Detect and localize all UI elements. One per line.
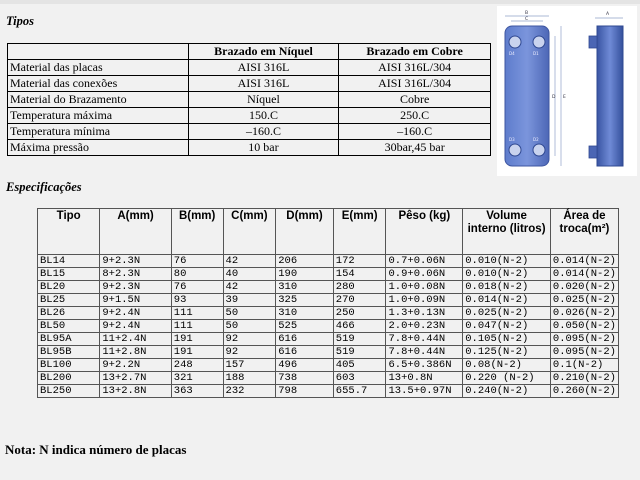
spec-cell: 0.240(N-2)	[463, 385, 551, 398]
spec-cell: 13+2.8N	[100, 385, 171, 398]
spec-cell: 40	[223, 268, 276, 281]
tipos-row-label: Material do Brazamento	[8, 92, 189, 108]
tipos-cell: AISI 316L	[188, 76, 339, 92]
spec-cell: 92	[223, 346, 276, 359]
spec-cell: 310	[276, 281, 334, 294]
spec-cell: 13+2.7N	[100, 372, 171, 385]
spec-row	[38, 385, 619, 398]
spec-cell: 1.0+0.08N	[386, 281, 463, 294]
spec-cell: 603	[333, 372, 386, 385]
tipos-cell: 250.C	[339, 108, 491, 124]
tipos-row	[8, 76, 491, 92]
especificacoes-heading: Especificações	[6, 180, 82, 194]
spec-col-header: Volume interno (litros)	[463, 209, 551, 255]
spec-row	[38, 346, 619, 359]
spec-cell: 0.020(N-2)	[550, 281, 618, 294]
spec-cell: 0.050(N-2)	[550, 320, 618, 333]
spec-cell: 206	[276, 255, 334, 268]
tipos-row-label: Material das placas	[8, 60, 189, 76]
spec-cell: 232	[223, 385, 276, 398]
dim-label: E	[563, 95, 566, 100]
spec-cell: 191	[171, 346, 223, 359]
nota-text: Nota: N indica número de placas	[5, 442, 187, 457]
spec-cell: 0.025(N-2)	[550, 294, 618, 307]
tipos-cell: Cobre	[339, 92, 491, 108]
tipos-row	[8, 92, 491, 108]
spec-cell: 11+2.8N	[100, 346, 171, 359]
tipos-cell: 150.C	[188, 108, 339, 124]
tipos-header-row	[8, 44, 491, 60]
spec-cell: 9+1.5N	[100, 294, 171, 307]
spec-cell: 93	[171, 294, 223, 307]
spec-cell: 0.010(N-2)	[463, 255, 551, 268]
spec-row	[38, 320, 619, 333]
spec-row	[38, 307, 619, 320]
spec-cell: 280	[333, 281, 386, 294]
spec-cell: 8+2.3N	[100, 268, 171, 281]
tipos-cell: –160.C	[339, 124, 491, 140]
spec-row	[38, 255, 619, 268]
tipos-table	[7, 43, 491, 156]
tipos-row-label: Temperatura máxima	[8, 108, 189, 124]
tipos-row	[8, 60, 491, 76]
tipos-cell: AISI 316L/304	[339, 60, 491, 76]
spec-cell: 42	[223, 281, 276, 294]
tipos-cell: AISI 316L/304	[339, 76, 491, 92]
spec-col-header: Tipo	[38, 209, 100, 255]
spec-cell: 172	[333, 255, 386, 268]
spec-cell: 111	[171, 320, 223, 333]
spec-cell: 76	[171, 255, 223, 268]
spec-cell: 6.5+0.386N	[386, 359, 463, 372]
spec-cell: 0.125(N-2)	[463, 346, 551, 359]
spec-cell: 616	[276, 346, 334, 359]
spec-tipo-cell: BL14	[38, 255, 100, 268]
spec-row	[38, 281, 619, 294]
spec-cell: 9+2.2N	[100, 359, 171, 372]
spec-cell: 0.014(N-2)	[550, 268, 618, 281]
spec-cell: 0.105(N-2)	[463, 333, 551, 346]
spec-cell: 13+0.8N	[386, 372, 463, 385]
spec-cell: 190	[276, 268, 334, 281]
spec-cell: 0.095(N-2)	[550, 333, 618, 346]
spec-cell: 11+2.4N	[100, 333, 171, 346]
spec-cell: 248	[171, 359, 223, 372]
spec-cell: 154	[333, 268, 386, 281]
spec-cell: 39	[223, 294, 276, 307]
spec-cell: 80	[171, 268, 223, 281]
spec-tipo-cell: BL15	[38, 268, 100, 281]
port-label: D4	[509, 51, 515, 56]
spec-tipo-cell: BL25	[38, 294, 100, 307]
spec-tipo-cell: BL20	[38, 281, 100, 294]
spec-cell: 188	[223, 372, 276, 385]
spec-cell: 111	[171, 307, 223, 320]
spec-cell: 738	[276, 372, 334, 385]
tipos-cell: AISI 316L	[188, 60, 339, 76]
spec-tipo-cell: BL95B	[38, 346, 100, 359]
spec-cell: 42	[223, 255, 276, 268]
tipos-col-header: Brazado em Níquel	[188, 44, 339, 60]
spec-cell: 76	[171, 281, 223, 294]
spec-cell: 9+2.3N	[100, 255, 171, 268]
spec-tipo-cell: BL200	[38, 372, 100, 385]
spec-cell: 0.260(N-2)	[550, 385, 618, 398]
spec-cell: 321	[171, 372, 223, 385]
tipos-cell: Níquel	[188, 92, 339, 108]
tipos-row	[8, 140, 491, 156]
spec-cell: 9+2.3N	[100, 281, 171, 294]
spec-cell: 92	[223, 333, 276, 346]
spec-cell: 50	[223, 320, 276, 333]
spec-cell: 405	[333, 359, 386, 372]
spec-cell: 310	[276, 307, 334, 320]
spec-cell: 0.095(N-2)	[550, 346, 618, 359]
spec-tipo-cell: BL250	[38, 385, 100, 398]
spec-cell: 7.8+0.44N	[386, 333, 463, 346]
spec-cell: 13.5+0.97N	[386, 385, 463, 398]
spec-cell: 0.210(N-2)	[550, 372, 618, 385]
spec-cell: 325	[276, 294, 334, 307]
spec-cell: 191	[171, 333, 223, 346]
spec-cell: 0.08(N-2)	[463, 359, 551, 372]
spec-col-header: D(mm)	[276, 209, 334, 255]
especificacoes-table	[37, 208, 619, 398]
top-strip	[0, 0, 640, 4]
spec-row	[38, 294, 619, 307]
spec-cell: 0.014(N-2)	[550, 255, 618, 268]
tipos-heading: Tipos	[6, 14, 35, 28]
tipos-row	[8, 124, 491, 140]
spec-cell: 9+2.4N	[100, 320, 171, 333]
spec-col-header: E(mm)	[333, 209, 386, 255]
dim-label: A	[606, 12, 610, 17]
spec-cell: 157	[223, 359, 276, 372]
tipos-cell: –160.C	[188, 124, 339, 140]
spec-row	[38, 372, 619, 385]
spec-cell: 655.7	[333, 385, 386, 398]
spec-col-header: Área de troca(m²)	[550, 209, 618, 255]
spec-cell: 798	[276, 385, 334, 398]
port-label: D2	[533, 137, 539, 142]
tipos-row-label: Temperatura mínima	[8, 124, 189, 140]
spec-col-header: B(mm)	[171, 209, 223, 255]
spec-cell: 0.025(N-2)	[463, 307, 551, 320]
tipos-col-header	[8, 44, 189, 60]
spec-cell: 363	[171, 385, 223, 398]
spec-cell: 0.220 (N-2)	[463, 372, 551, 385]
tipos-row-label: Máxima pressão	[8, 140, 189, 156]
spec-cell: 9+2.4N	[100, 307, 171, 320]
spec-cell: 7.8+0.44N	[386, 346, 463, 359]
spec-cell: 1.0+0.09N	[386, 294, 463, 307]
spec-cell: 0.014(N-2)	[463, 294, 551, 307]
spec-row	[38, 333, 619, 346]
dim-label: C	[525, 17, 529, 22]
spec-col-header: Pêso (kg)	[386, 209, 463, 255]
spec-cell: 1.3+0.13N	[386, 307, 463, 320]
spec-cell: 496	[276, 359, 334, 372]
spec-cell: 0.9+0.06N	[386, 268, 463, 281]
dim-label: B	[525, 11, 529, 16]
spec-row	[38, 359, 619, 372]
spec-tipo-cell: BL26	[38, 307, 100, 320]
spec-cell: 616	[276, 333, 334, 346]
spec-cell: 0.1(N-2)	[550, 359, 618, 372]
tipos-row	[8, 108, 491, 124]
spec-cell: 0.7+0.06N	[386, 255, 463, 268]
spec-col-header: C(mm)	[223, 209, 276, 255]
spec-cell: 0.010(N-2)	[463, 268, 551, 281]
spec-cell: 270	[333, 294, 386, 307]
tipos-cell: 10 bar	[188, 140, 339, 156]
spec-row	[38, 268, 619, 281]
spec-cell: 0.026(N-2)	[550, 307, 618, 320]
front-view	[505, 10, 566, 166]
spec-cell: 0.018(N-2)	[463, 281, 551, 294]
port-label: D1	[533, 51, 539, 56]
port-label: D3	[509, 137, 515, 142]
spec-cell: 50	[223, 307, 276, 320]
tipos-col-header: Brazado em Cobre	[339, 44, 491, 60]
spec-cell: 519	[333, 333, 386, 346]
side-view	[589, 11, 623, 166]
spec-tipo-cell: BL50	[38, 320, 100, 333]
spec-header-row	[38, 209, 619, 255]
spec-tipo-cell: BL95A	[38, 333, 100, 346]
heat-exchanger-diagram	[497, 6, 637, 176]
spec-cell: 0.047(N-2)	[463, 320, 551, 333]
tipos-row-label: Material das conexões	[8, 76, 189, 92]
spec-cell: 2.0+0.23N	[386, 320, 463, 333]
spec-col-header: A(mm)	[100, 209, 171, 255]
dim-label: D	[552, 95, 556, 100]
tipos-cell: 30bar,45 bar	[339, 140, 491, 156]
spec-tipo-cell: BL100	[38, 359, 100, 372]
spec-cell: 519	[333, 346, 386, 359]
spec-cell: 466	[333, 320, 386, 333]
spec-cell: 525	[276, 320, 334, 333]
spec-cell: 250	[333, 307, 386, 320]
